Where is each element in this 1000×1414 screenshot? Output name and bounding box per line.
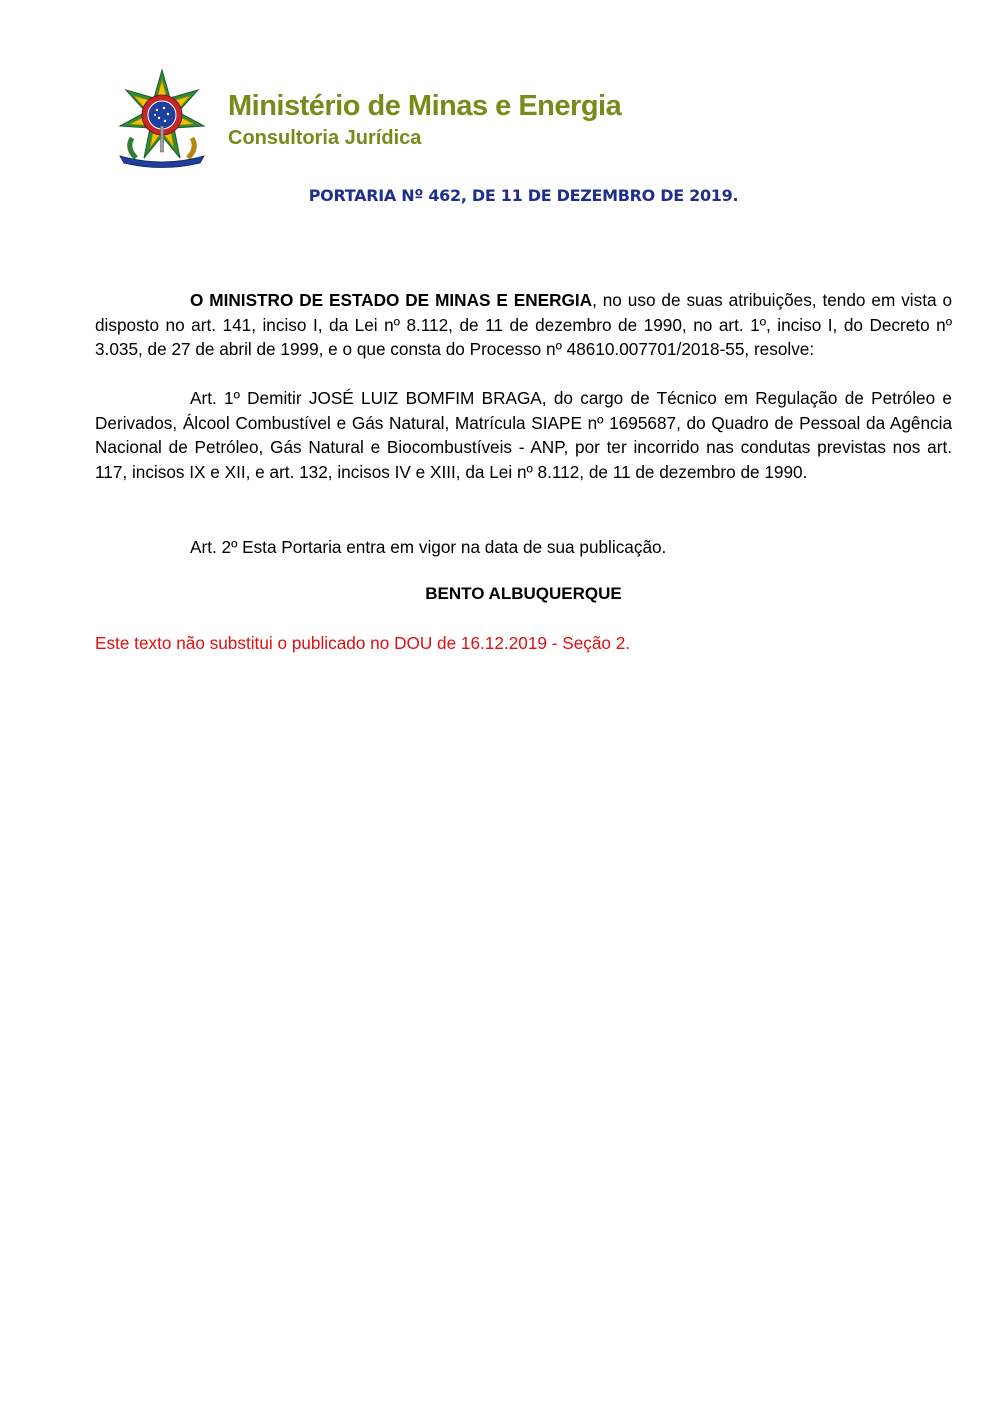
- article-2-text: Art. 2º Esta Portaria entra em vigor na data de sua publicação.: [190, 537, 667, 557]
- signature: BENTO ALBUQUERQUE: [425, 584, 622, 603]
- preamble-bold: O MINISTRO DE ESTADO DE MINAS E ENERGIA: [190, 290, 593, 310]
- disclaimer: Este texto não substitui o publicado no DOU de 16.12.2019 - Seção 2.: [95, 633, 631, 653]
- brazil-coat-of-arms-icon: [112, 68, 212, 168]
- document-title: PORTARIA Nº 462, DE 11 DE DEZEMBRO DE 2019.: [308, 186, 739, 205]
- letterhead: [112, 68, 712, 168]
- department-name: Consultoria Jurídica: [228, 127, 422, 149]
- letterhead-text: [228, 88, 621, 152]
- ministry-name: Ministério de Minas e Energia: [228, 90, 622, 122]
- article-1-text: Art. 1º Demitir JOSÉ LUIZ BOMFIM BRAGA, do cargo de Técnico em Regulação de Petróleo e Derivados, Álcool Combustível e Gás Natural, Matrícula SIAPE nº 1695687, do Quadro de Pessoal da Agência Nacional de Petróleo, Gás Natural e Biocombustíveis - ANP, por ter incorrido nas condutas previstas nos art. 117, incisos IX e XII, e art. 132, incisos IV e XIII, da Lei nº 8.112, de 11 de dezembro de 1990.: [95, 388, 952, 482]
- article-2-paragraph: [95, 535, 952, 560]
- preamble-paragraph: [95, 288, 952, 362]
- article-1-paragraph: [95, 386, 952, 484]
- preamble-text: , no uso de suas atribuições, tendo em vista o disposto no art. 141, inciso I, da Lei nº 8.112, de 11 de dezembro de 1990, no art. 1º, inciso I, do Decreto nº 3.035, de 27 de abril de 1999, e o que consta do Processo nº 48610.007701/2018-55, resolve:: [95, 290, 953, 359]
